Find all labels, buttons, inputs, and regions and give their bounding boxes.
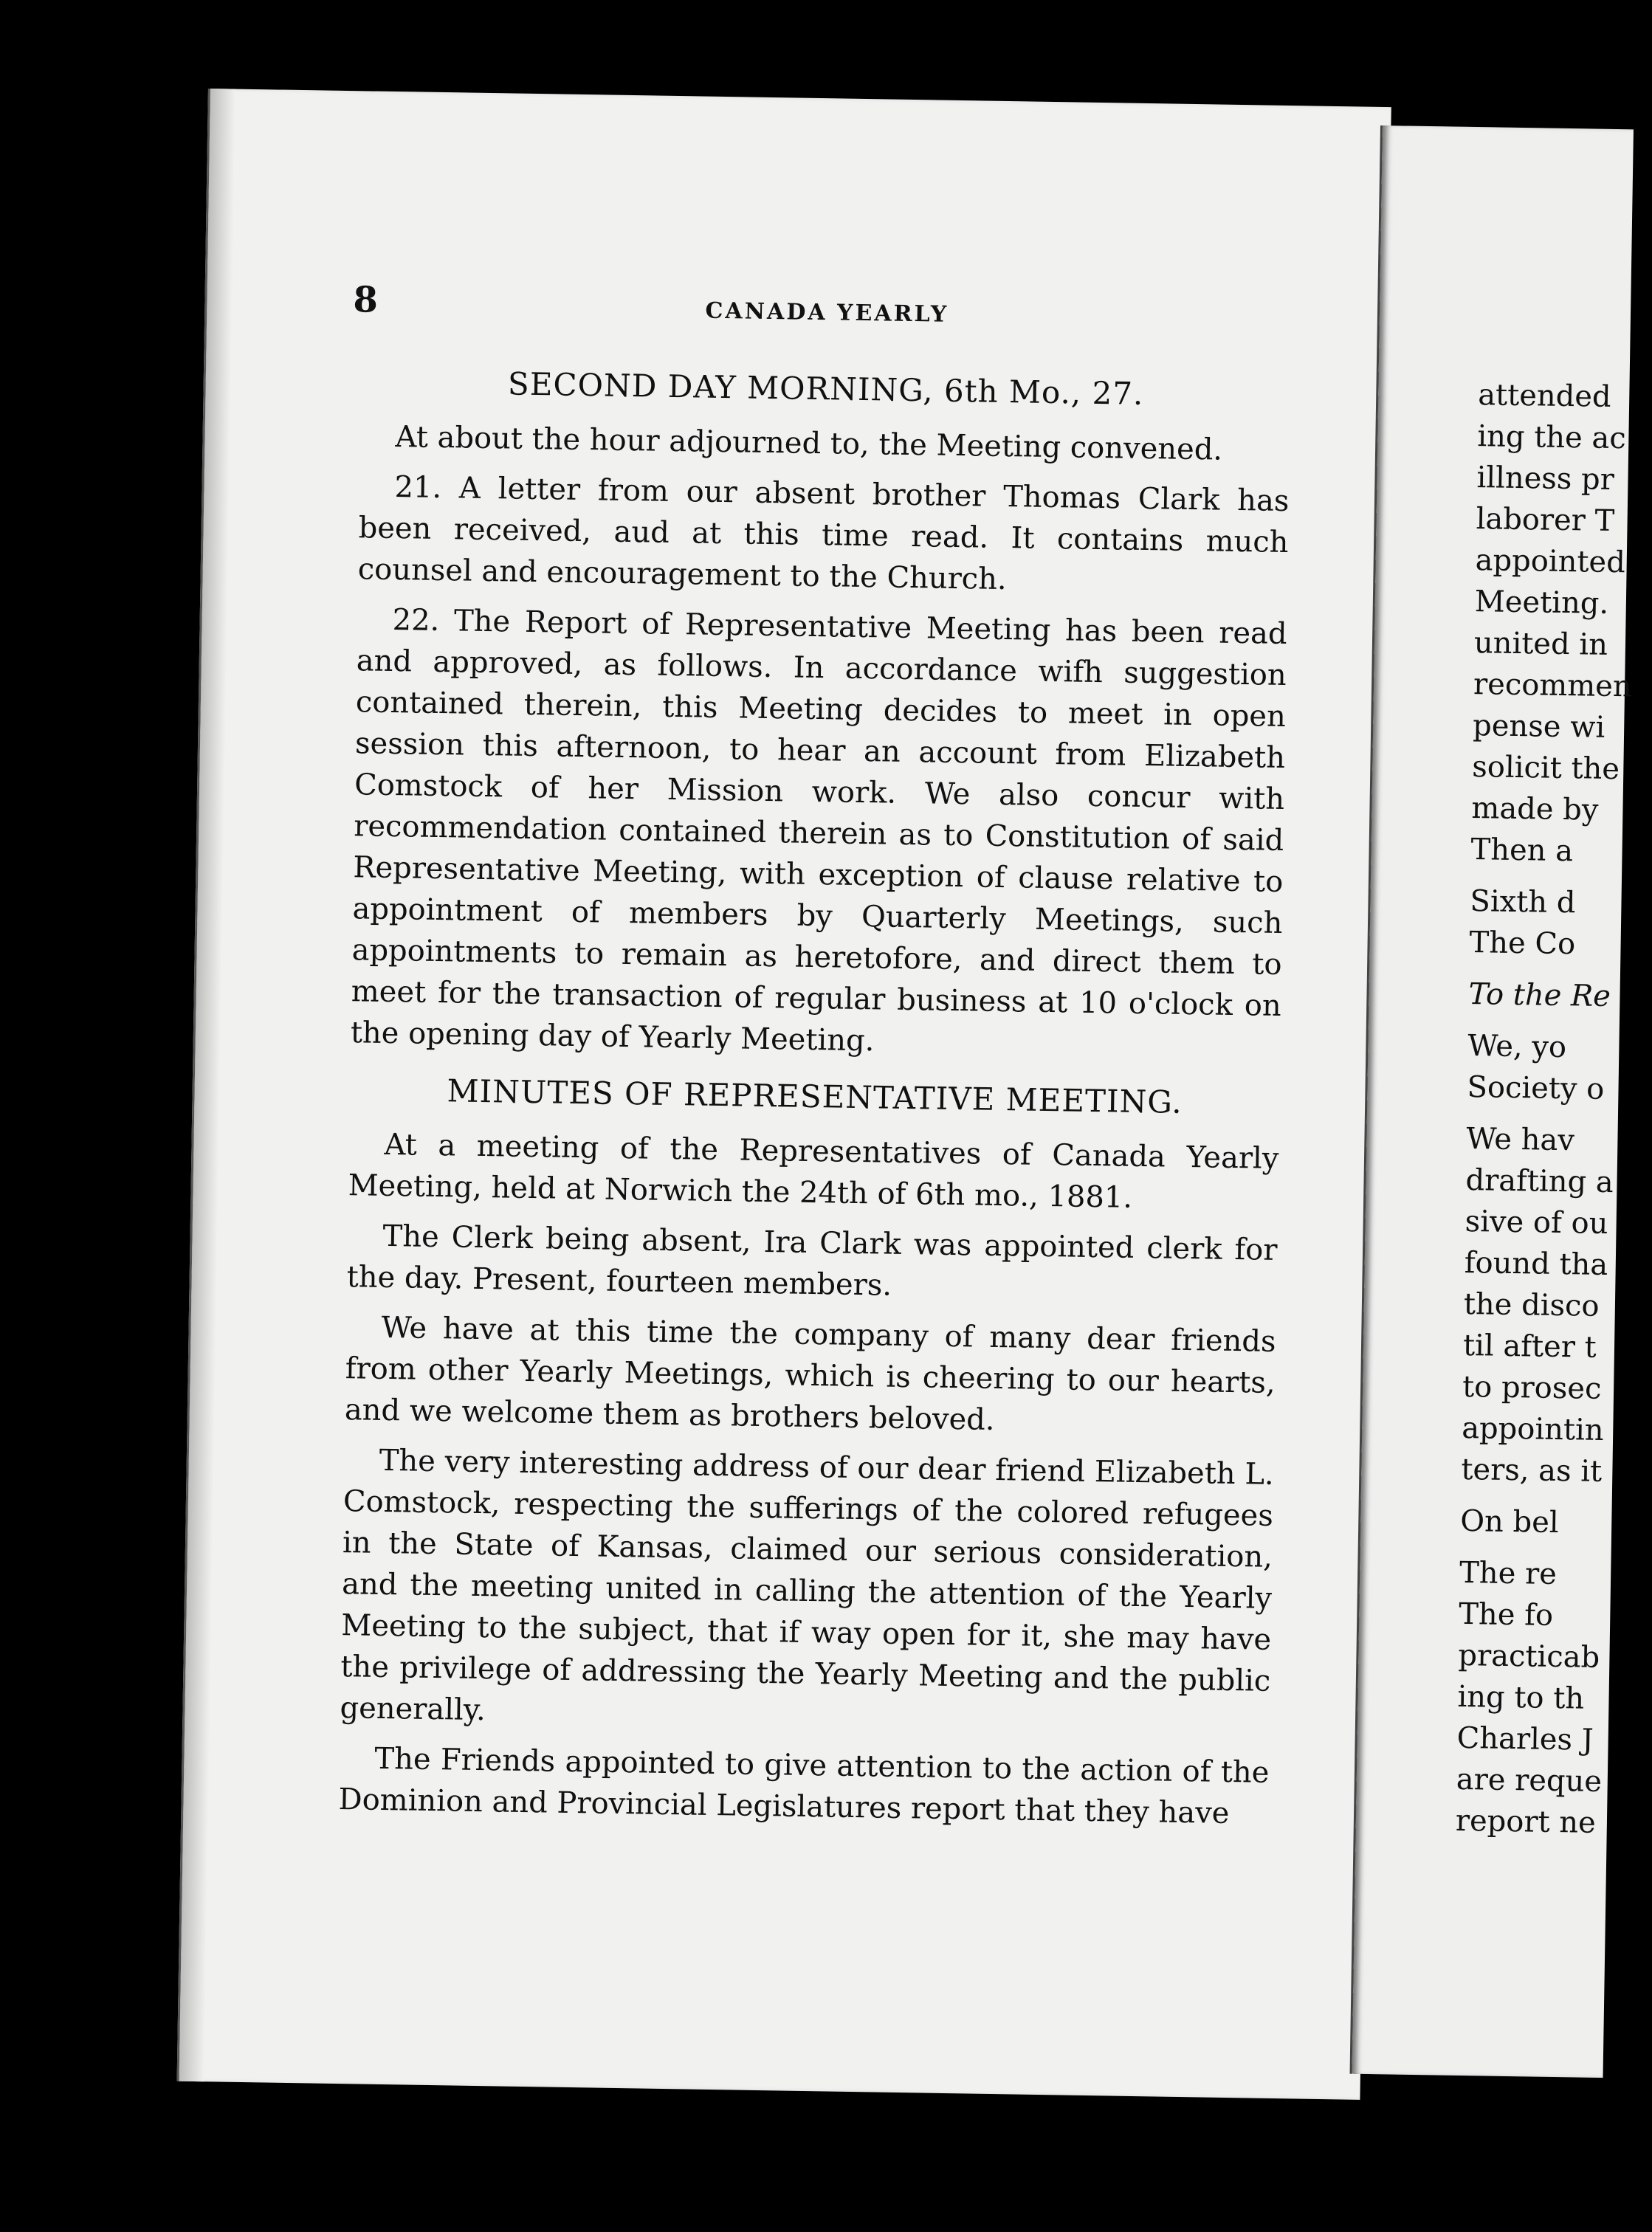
right-page-line: We, yo xyxy=(1467,1029,1567,1065)
right-page-line: ters, as it xyxy=(1461,1452,1603,1489)
paragraph: 21. A letter from our absent brother Thomas Clark has been received, aud at this time read. It contains much counsel and encouragement to the Church. xyxy=(357,470,1290,597)
right-page-line: solicit the xyxy=(1472,750,1620,787)
right-page-line: Then a xyxy=(1470,833,1574,869)
right-page-line: The fo xyxy=(1458,1596,1554,1633)
left-page xyxy=(177,89,1391,2100)
right-page-line: ing the ac xyxy=(1477,419,1627,456)
paragraph: At a meeting of the Representatives of Canada Yearly Meeting, held at Norwich the 24th of 6th mo., 1881. xyxy=(348,1127,1279,1215)
paragraph: The Clerk being absent, Ira Clark was appointed clerk for the day. Present, fourteen members. xyxy=(346,1219,1278,1303)
right-page-line: Society o xyxy=(1467,1070,1605,1106)
page-number: 8 xyxy=(353,279,379,321)
right-page-line: Charles J xyxy=(1456,1720,1594,1757)
right-page-line: laborer T xyxy=(1476,502,1615,539)
right-page-line: appointed xyxy=(1475,543,1626,580)
right-page-line: the disco xyxy=(1463,1286,1600,1323)
right-page-line: Sixth d xyxy=(1470,884,1576,920)
right-page-line: Meeting. xyxy=(1474,585,1609,621)
right-page-line: practicab xyxy=(1458,1638,1600,1675)
running-title: CANADA YEARLY xyxy=(705,297,949,328)
section-heading-second-day-morning: SECOND DAY MORNING, 6th Mo., 27. xyxy=(507,365,1144,412)
right-page-text xyxy=(1455,374,1648,1844)
right-page-line: are reque xyxy=(1456,1762,1603,1799)
paragraph: The very interesting address of our dear friend Elizabeth L. Comstock, respecting the sufferings of the colored refugees in the State of Kansas, claimed our serious consideration, and the meeting united in calling the attention of the Yearly Meeting to the subject, that if way open for it, she may have the privilege of addressing the Yearly Meeting and the public generally. xyxy=(340,1443,1275,1728)
paragraph: We have at this time the company of many dear friends from other Yearly Meetings, which is cheering to our hearts, and we welcome them as brothers beloved. xyxy=(344,1310,1276,1437)
right-page-line: pense wi xyxy=(1472,709,1605,745)
right-page-line: recommen xyxy=(1473,667,1633,704)
section-heading-minutes: MINUTES OF REPRESENTATIVE MEETING. xyxy=(447,1072,1183,1120)
right-page-line: found tha xyxy=(1464,1245,1608,1283)
right-page-line: drafting a xyxy=(1465,1162,1614,1200)
paragraph: The Friends appointed to give attention to the action of the Dominion and Provincial Legislatures report that they have xyxy=(338,1741,1270,1831)
right-page-line: til after t xyxy=(1462,1328,1597,1365)
paragraph: 22. The Report of Representative Meeting has been read and approved, as follows. In accordance wifh suggestion contained therein, this Meeting decides to meet in open session this afternoon, to hear an account from Elizabeth Comstock of her Mission work. We also concur with recommendation contained therein as to Constitution of said Representative Meeting, with exception of clause relative to appointment of members by Quarterly Meetings, such appointments to remain as heretofore, and direct them to meet for the transaction of regular business at 10 o'clock on the opening day of Yearly Meeting. xyxy=(350,603,1287,1058)
right-page-partial xyxy=(1350,125,1634,2078)
right-page-line: On bel xyxy=(1459,1504,1560,1540)
right-page-line: united in xyxy=(1473,626,1608,662)
right-page-line: sive of ou xyxy=(1465,1204,1608,1241)
left-page-content xyxy=(338,279,1293,1844)
right-page-line: to prosec xyxy=(1462,1369,1602,1406)
paragraph: At about the hour adjourned to, the Meeting convened. xyxy=(395,420,1223,467)
running-head xyxy=(353,279,1293,360)
right-page-line: The Co xyxy=(1469,926,1576,962)
right-page-line: attended xyxy=(1477,378,1611,414)
right-page-line: ing to th xyxy=(1457,1679,1585,1716)
right-page-line: appointin xyxy=(1461,1410,1604,1447)
right-page-line: To the Re xyxy=(1468,977,1611,1014)
right-page-line: The re xyxy=(1459,1555,1558,1591)
right-page-line: We hav xyxy=(1466,1122,1575,1158)
right-page-line: illness pr xyxy=(1476,461,1615,497)
right-page-line: report ne xyxy=(1455,1803,1597,1840)
right-page-line: made by xyxy=(1471,791,1599,827)
